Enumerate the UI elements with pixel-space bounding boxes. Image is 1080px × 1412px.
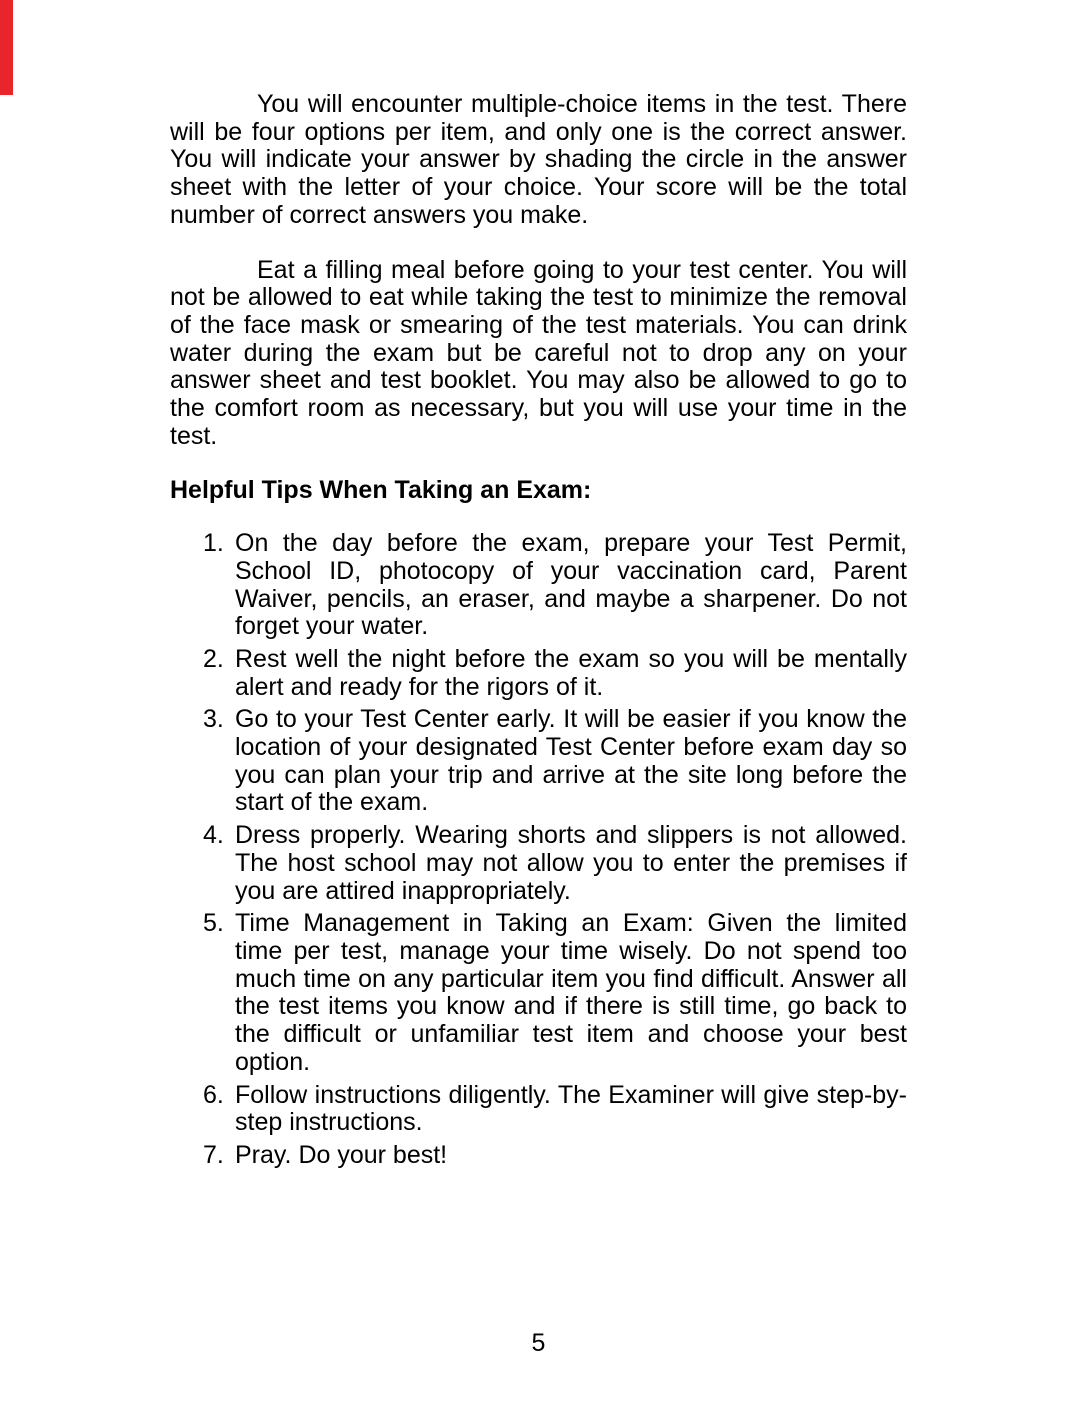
tip-number: 3. <box>203 705 224 734</box>
tip-number: 7. <box>203 1140 224 1169</box>
tip-text: On the day before the exam, prepare your Test Permit, School ID, photocopy of your vaccination card, Parent Waiver, pencils, an eraser, and maybe a sharpener. Do not forget your water. <box>235 529 907 641</box>
tip-text: Follow instructions diligently. The Examiner will give step-by-step instructions. <box>235 1080 907 1137</box>
page-number: 5 <box>531 1329 546 1357</box>
tip-item <box>170 530 907 641</box>
tip-item <box>170 706 907 817</box>
tips-list <box>170 530 907 1169</box>
tip-number: 5. <box>203 909 224 938</box>
tip-text: Dress properly. Wearing shorts and slippers is not allowed. The host school may not allow you to enter the premises if you are attired inappropriately. <box>235 821 907 905</box>
corner-mark <box>0 0 13 95</box>
tip-item <box>170 646 907 701</box>
tip-item <box>170 822 907 905</box>
tip-text: Time Management in Taking an Exam: Given the limited time per test, manage your time wisely. Do not spend too much time on any particular item you find difficult. Answer all the test items you know and if there is still time, go back to the difficult or unfamiliar test item and choose your best option. <box>235 909 907 1076</box>
document-page <box>170 91 907 1175</box>
tip-text: Go to your Test Center early. It will be easier if you know the location of your designated Test Center before exam day so you can plan your trip and arrive at the site long before the start of the exam. <box>235 705 907 817</box>
tip-number: 6. <box>203 1080 224 1109</box>
paragraph-multiple-choice: You will encounter multiple-choice items in the test. There will be four options per item, and only one is the correct answer. You will indicate your answer by shading the circle in the answer sheet with the letter of your choice. Your score will be the total number of correct answers you make. <box>170 90 907 229</box>
tip-number: 2. <box>203 644 224 673</box>
section-heading: Helpful Tips When Taking an Exam: <box>170 476 592 505</box>
tip-text: Rest well the night before the exam so you will be mentally alert and ready for the rigors of it. <box>235 644 907 701</box>
tip-number: 4. <box>203 821 224 850</box>
tip-item <box>170 910 907 1076</box>
paragraph-meal: Eat a filling meal before going to your test center. You will not be allowed to eat while taking the test to minimize the removal of the face mask or smearing of the test materials. You can drink water during the exam but be careful not to drop any on your answer sheet and test booklet. You may also be allowed to go to the comfort room as necessary, but you will use your time in the test. <box>170 255 907 450</box>
tip-text: Pray. Do your best! <box>235 1140 448 1169</box>
tip-number: 1. <box>203 529 224 558</box>
tip-item <box>170 1082 907 1137</box>
tip-item <box>170 1142 907 1170</box>
